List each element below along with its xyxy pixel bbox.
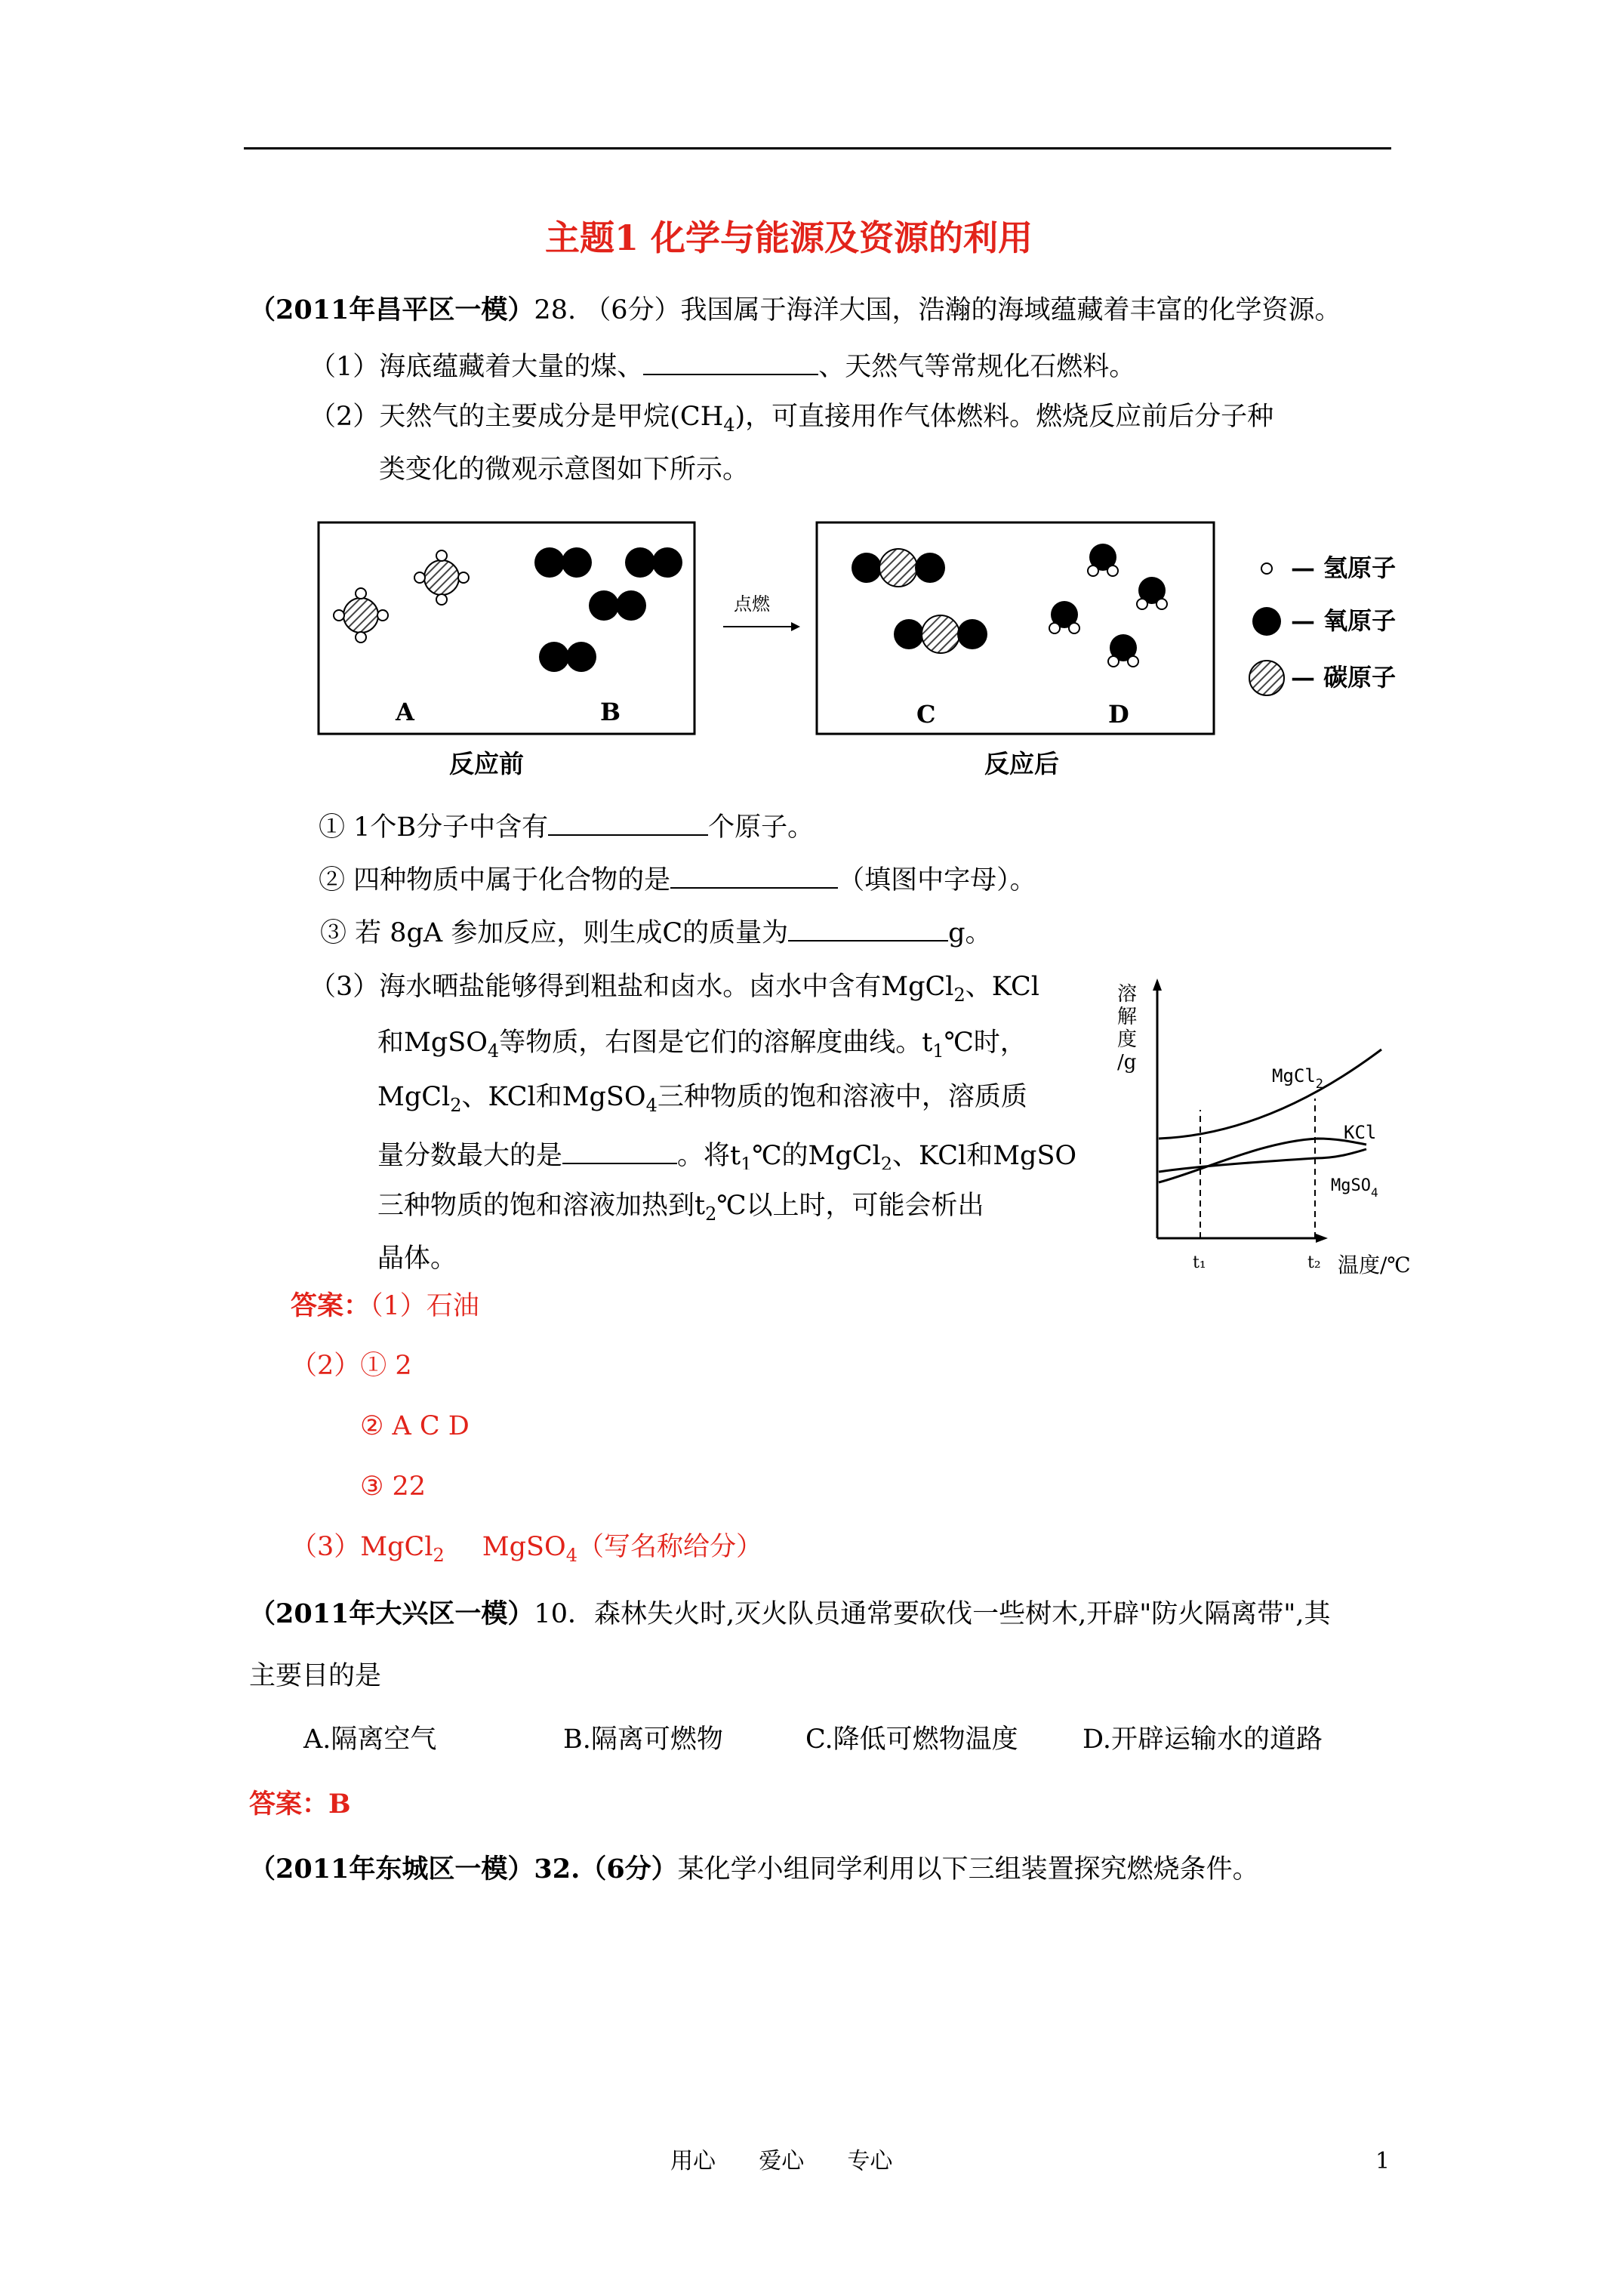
subscript: 4 — [1370, 1185, 1378, 1200]
chart-ylabel-2: 解 — [1117, 1006, 1138, 1028]
molecule-d-2 — [1137, 577, 1167, 609]
q2-header — [249, 1598, 1331, 1629]
subscript: 2 — [1315, 1077, 1324, 1092]
label-c: C — [916, 700, 936, 729]
subscript: 2 — [705, 1203, 717, 1225]
y-axis-arrow — [1153, 978, 1162, 991]
q1-answer-2-1: （2）① 2 — [291, 1351, 412, 1381]
legend-oxygen: — 氧原子 — [1291, 606, 1397, 635]
molecule-c-1 — [852, 549, 945, 587]
text: （3）海水晒盐能够得到粗盐和卤水。卤水中含有MgCl — [310, 972, 954, 1002]
q2-source: （2011年大兴区一模） — [249, 1598, 534, 1629]
text: 等物质，右图是它们的溶解度曲线。t — [499, 1028, 933, 1058]
q2-stem: 10．森林失火时,灭火队员通常要砍伐一些树木,开辟"防火隔离带",其 — [534, 1599, 1331, 1629]
molecule-d-1 — [1088, 544, 1118, 576]
text: 三种物质的饱和溶液加热到t — [377, 1191, 706, 1221]
q1-answer-1 — [291, 1290, 479, 1321]
solubility-chart-svg — [1117, 974, 1434, 1291]
chart-xlabel: 温度/℃ — [1338, 1253, 1411, 1277]
series-label-mgso4 — [1331, 1176, 1378, 1200]
molecule-d-3 — [1049, 601, 1079, 633]
series-label-mgcl2 — [1272, 1065, 1324, 1092]
answer-blank[interactable] — [548, 812, 708, 836]
legend-oxygen-icon — [1252, 607, 1281, 636]
q2-stem-line2: 主要目的是 — [249, 1661, 382, 1691]
q1-part2-text: （2）天然气的主要成分是甲烷(CH — [310, 402, 724, 432]
page-title: 主题1 化学与能源及资源的利用 — [545, 217, 1033, 258]
q2-answer: 答案：B — [249, 1789, 351, 1820]
reaction-diagram-svg — [317, 521, 1449, 785]
reaction-diagram — [317, 521, 1449, 785]
q1-part2 — [310, 402, 1274, 436]
answer-blank[interactable] — [643, 351, 818, 375]
subscript: 4 — [723, 415, 735, 436]
q1-sub1-text: ① 1个B分子中含有 — [319, 812, 549, 843]
subscript: 1 — [741, 1154, 753, 1170]
subscript: 4 — [565, 1545, 577, 1566]
q1-sub2-text-end: （填图中字母）。 — [838, 865, 1036, 895]
label-d: D — [1108, 700, 1129, 729]
legend-carbon: — 碳原子 — [1291, 663, 1397, 692]
q1-answer-3 — [291, 1532, 762, 1566]
text: 量分数最大的是 — [377, 1141, 563, 1170]
arrow-label: 点燃 — [734, 593, 770, 615]
text: 和MgSO — [377, 1028, 488, 1058]
after-box — [817, 522, 1214, 734]
q2-option-b[interactable]: B.隔离可燃物 — [563, 1724, 723, 1755]
q1-part2-line2: 类变化的微观示意图如下所示。 — [379, 455, 750, 485]
x-tick-t2: t₂ — [1307, 1253, 1321, 1272]
q2-option-c[interactable]: C.降低可燃物温度 — [805, 1724, 1018, 1755]
answer-text: （1）石油 — [370, 1291, 479, 1321]
legend-carbon-icon — [1249, 661, 1284, 695]
q3-number: 32.（6分） — [534, 1854, 678, 1885]
molecule-b-1 — [534, 547, 592, 578]
legend-hydrogen: — 氢原子 — [1291, 553, 1397, 582]
q1-part1-text-end: 、天然气等常规化石燃料。 — [818, 352, 1136, 382]
q1-part3-line5 — [377, 1191, 984, 1225]
q1-part2-text-end: )，可直接用作气体燃料。燃烧反应前后分子种 — [735, 402, 1274, 432]
q3-source: （2011年东城区一模） — [249, 1854, 534, 1885]
legend-hydrogen-icon — [1261, 563, 1272, 574]
molecule-a-1 — [334, 588, 388, 643]
q1-part3-line3 — [377, 1082, 1027, 1116]
answer-blank[interactable] — [562, 1140, 677, 1164]
x-axis-arrow — [1316, 1234, 1328, 1243]
molecule-b-3 — [589, 590, 646, 621]
label-b: B — [600, 698, 621, 726]
text: 。将t — [677, 1141, 741, 1170]
molecule-d-4 — [1108, 634, 1138, 667]
q1-part1-text: （1）海底蕴藏着大量的煤、 — [310, 352, 644, 382]
q1-answer-2-3: ③ 22 — [360, 1472, 427, 1502]
caption-before: 反应前 — [449, 749, 524, 778]
q3-header — [249, 1856, 1259, 1883]
q1-stem: 28. （6分）我国属于海洋大国，浩瀚的海域蕴藏着丰富的化学资源。 — [534, 295, 1341, 325]
text: MgSO — [1331, 1176, 1371, 1195]
subscript: 2 — [433, 1545, 445, 1566]
solubility-chart — [1117, 974, 1434, 1291]
q1-sub1-text-end: 个原子。 — [708, 812, 815, 843]
subscript: 4 — [487, 1040, 500, 1062]
text: 、KCl和MgSO — [461, 1082, 646, 1112]
q1-part1 — [310, 351, 1135, 381]
answer-blank[interactable] — [788, 917, 948, 942]
molecule-b-4 — [539, 642, 596, 672]
q2-option-d[interactable]: D.开辟运输水的道路 — [1083, 1724, 1323, 1755]
text: （3）MgCl — [291, 1532, 433, 1562]
text: ℃的MgCl — [752, 1141, 881, 1170]
text: MgCl — [377, 1082, 451, 1112]
q1-part3-line6: 晶体。 — [377, 1244, 457, 1274]
text: MgSO — [482, 1532, 566, 1562]
subscript: 1 — [932, 1040, 944, 1062]
label-a: A — [396, 698, 414, 726]
molecule-b-2 — [625, 547, 682, 578]
molecule-a-2 — [414, 550, 469, 605]
text: 、KCl和MgSO — [892, 1141, 1077, 1170]
caption-after: 反应后 — [984, 749, 1059, 778]
chart-ylabel-1: 溶 — [1117, 983, 1138, 1006]
footer-motto: 用心 爱心 专心 — [670, 2148, 893, 2174]
text: MgCl — [1272, 1065, 1316, 1086]
molecule-c-2 — [894, 615, 987, 653]
q3-stem: 某化学小组同学利用以下三组装置探究燃烧条件。 — [677, 1854, 1259, 1885]
q1-sub2-text: ② 四种物质中属于化合物的是 — [319, 865, 671, 895]
subscript: 2 — [880, 1154, 893, 1170]
q2-option-a[interactable]: A.隔离空气 — [303, 1724, 437, 1755]
page-number: 1 — [1375, 2148, 1390, 2174]
q1-sub3-text-end: g。 — [948, 918, 992, 948]
q1-part3-line2 — [377, 1028, 1027, 1062]
q1-part3-line4 — [377, 1140, 1102, 1170]
q1-answer-2-2: ② A C D — [360, 1411, 470, 1441]
text: ℃时， — [944, 1028, 1027, 1058]
text: （写名称给分） — [577, 1532, 762, 1562]
q1-sub3 — [320, 917, 992, 947]
subscript: 2 — [450, 1095, 462, 1116]
header-rule — [244, 147, 1391, 149]
q1-sub3-text: ③ 若 8gA 参加反应，则生成C的质量为 — [320, 918, 789, 948]
arrow-head — [791, 622, 800, 631]
q1-part3-line1 — [310, 972, 1039, 1006]
q1-sub2 — [319, 864, 1036, 894]
q1-sub1 — [319, 812, 814, 841]
answer-blank[interactable] — [670, 864, 838, 889]
curve-mgso4 — [1159, 1149, 1366, 1172]
subscript: 4 — [645, 1095, 658, 1116]
q1-header — [249, 294, 1341, 325]
text: 、KCl — [965, 972, 1039, 1002]
q1-source: （2011年昌平区一模） — [249, 294, 534, 325]
x-tick-t1: t₁ — [1193, 1253, 1206, 1272]
chart-ylabel-3: 度 — [1117, 1028, 1138, 1051]
series-label-kcl: KCl — [1344, 1122, 1377, 1143]
subscript: 2 — [953, 985, 965, 1006]
text: 三种物质的饱和溶液中，溶质质 — [657, 1082, 1027, 1112]
answer-label: 答案： — [291, 1290, 371, 1321]
text: ℃以上时，可能会析出 — [716, 1191, 984, 1221]
chart-ylabel-4: /g — [1117, 1051, 1137, 1074]
